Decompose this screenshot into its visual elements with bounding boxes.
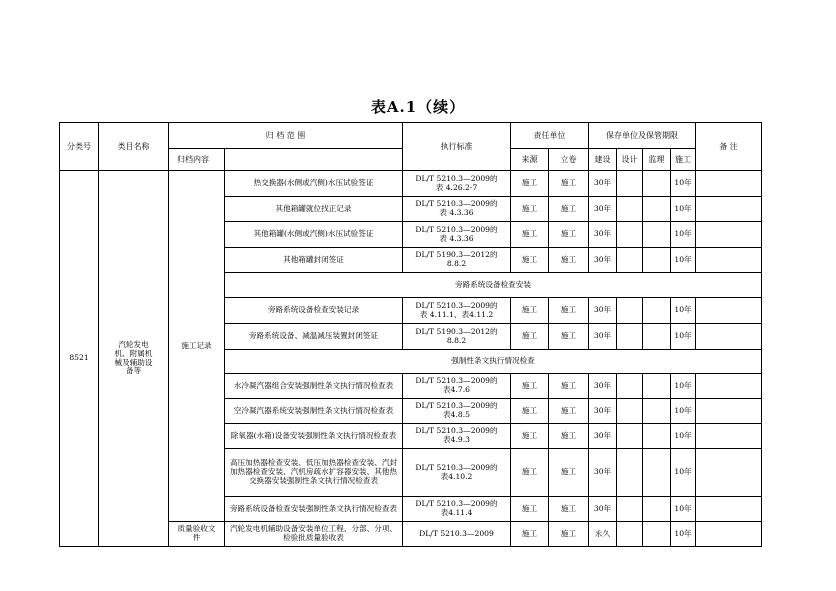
table-row-standard: DL/T 5190.3—2012的 8.8.2 bbox=[403, 324, 511, 350]
table-row-standard: DL/T 5210.3—2009的 表 4.3.36 bbox=[403, 197, 511, 222]
header-remarks: 备 注 bbox=[696, 123, 762, 171]
table-row-standard: DL/T 5210.3—2009的 表 4.11.1、表4.11.2 bbox=[403, 298, 511, 324]
table-row-design bbox=[617, 497, 643, 522]
header-category-code: 分类号 bbox=[60, 123, 99, 171]
header-contractor: 施工 bbox=[671, 149, 696, 171]
table-row-remarks bbox=[696, 399, 762, 424]
table-row-construction: 30年 bbox=[589, 171, 617, 197]
table-row-source: 施工 bbox=[511, 449, 549, 497]
table-row-content: 其他箱罐就位找正记录 bbox=[225, 197, 403, 222]
table-row-construction: 永久 bbox=[589, 522, 617, 547]
table-row-source: 施工 bbox=[511, 497, 549, 522]
table-row-construction: 30年 bbox=[589, 298, 617, 324]
table-row-binding: 施工 bbox=[549, 449, 589, 497]
table-row-remarks bbox=[696, 424, 762, 449]
table-row-remarks bbox=[696, 298, 762, 324]
table-row-remarks bbox=[696, 497, 762, 522]
table-row-contractor: 10年 bbox=[671, 374, 696, 399]
table-row-supervision bbox=[643, 497, 671, 522]
table-row-design bbox=[617, 171, 643, 197]
table-row-contractor: 10年 bbox=[671, 424, 696, 449]
table-row-content: 热交换器(水侧或汽侧)水压试验签证 bbox=[225, 171, 403, 197]
table-row-standard: DL/T 5210.3—2009的 表4.8.5 bbox=[403, 399, 511, 424]
table-row-binding: 施工 bbox=[549, 424, 589, 449]
table-row-contractor: 10年 bbox=[671, 522, 696, 547]
table-row-source: 施工 bbox=[511, 298, 549, 324]
table-row-supervision bbox=[643, 248, 671, 273]
header-construction: 建设 bbox=[589, 149, 617, 171]
table-row-supervision bbox=[643, 298, 671, 324]
table-row-contractor: 10年 bbox=[671, 399, 696, 424]
table-row-design bbox=[617, 399, 643, 424]
header-category-name: 类目名称 bbox=[99, 123, 169, 171]
table-row-supervision bbox=[643, 399, 671, 424]
table-row-source: 施工 bbox=[511, 222, 549, 248]
table-row-source: 施工 bbox=[511, 522, 549, 547]
table-row-design bbox=[617, 197, 643, 222]
table-row-binding: 施工 bbox=[549, 248, 589, 273]
table-row-construction: 30年 bbox=[589, 424, 617, 449]
table-row-content: 其他箱罐封闭签证 bbox=[225, 248, 403, 273]
table-row-binding: 施工 bbox=[549, 298, 589, 324]
record-type: 施工记录 bbox=[169, 171, 225, 522]
table-row-construction: 30年 bbox=[589, 374, 617, 399]
table-row-construction: 30年 bbox=[589, 449, 617, 497]
category-code: 8521 bbox=[60, 171, 99, 547]
table-row-source: 施工 bbox=[511, 374, 549, 399]
section-bypass: 旁路系统设备检查安装 bbox=[225, 273, 762, 298]
table-row-supervision bbox=[643, 424, 671, 449]
record-type-quality: 质量验收文件 bbox=[169, 522, 225, 547]
table-row-content: 空冷凝汽器系统安装强制性条文执行情况检查表 bbox=[225, 399, 403, 424]
table-row-standard: DL/T 5210.3—2009的 表 4.3.36 bbox=[403, 222, 511, 248]
table-row-design bbox=[617, 248, 643, 273]
table-row-design bbox=[617, 222, 643, 248]
table-row-supervision bbox=[643, 449, 671, 497]
page-title: 表A.1（续） bbox=[370, 98, 466, 116]
table-row-content: 高压加热器检查安装、低压加热器检查安装、汽封加热器检查安装、汽机房疏水扩容器安装、其他热交换器安装强制性条文执行情况检查表 bbox=[225, 449, 403, 497]
table-row-binding: 施工 bbox=[549, 171, 589, 197]
table-row-construction: 30年 bbox=[589, 197, 617, 222]
table-row-binding: 施工 bbox=[549, 197, 589, 222]
table-row-standard: DL/T 5190.3—2012的 8.8.2 bbox=[403, 248, 511, 273]
table-row-design bbox=[617, 298, 643, 324]
category-name: 汽轮发电机、附属机械及辅助设备等 bbox=[99, 171, 169, 547]
table-row-content: 旁路系统设备、减温减压装置封闭签证 bbox=[225, 324, 403, 350]
header-retention: 保存单位及保管期限 bbox=[589, 123, 696, 149]
table-row-standard: DL/T 5210.3—2009的 表4.7.6 bbox=[403, 374, 511, 399]
header-responsible-unit: 责任单位 bbox=[511, 123, 589, 149]
table-row-standard: DL/T 5210.3—2009 bbox=[403, 522, 511, 547]
table-row-source: 施工 bbox=[511, 171, 549, 197]
header-standard: 执行标准 bbox=[403, 123, 511, 171]
table-row-content: 除氧器(水箱)设备安装强制性条文执行情况检查表 bbox=[225, 424, 403, 449]
table-row-contractor: 10年 bbox=[671, 298, 696, 324]
section-mandatory: 强制性条文执行情况检查 bbox=[225, 350, 762, 374]
table-row-binding: 施工 bbox=[549, 324, 589, 350]
table-row-content: 水冷凝汽器组合安装强制性条文执行情况检查表 bbox=[225, 374, 403, 399]
table-row-supervision bbox=[643, 222, 671, 248]
header-binding: 立卷 bbox=[549, 149, 589, 171]
table-row-supervision bbox=[643, 171, 671, 197]
table-row-remarks bbox=[696, 197, 762, 222]
table-row-contractor: 10年 bbox=[671, 197, 696, 222]
table-row-remarks bbox=[696, 522, 762, 547]
table-row-remarks bbox=[696, 171, 762, 197]
table-row-construction: 30年 bbox=[589, 497, 617, 522]
table-row-binding: 施工 bbox=[549, 374, 589, 399]
table-row-content: 旁路系统设备检查安装强制性条文执行情况检查表 bbox=[225, 497, 403, 522]
table-row-design bbox=[617, 449, 643, 497]
table-row-content: 旁路系统设备检查安装记录 bbox=[225, 298, 403, 324]
table-row-contractor: 10年 bbox=[671, 222, 696, 248]
table-row-source: 施工 bbox=[511, 248, 549, 273]
table-row-design bbox=[617, 374, 643, 399]
table-row-design bbox=[617, 424, 643, 449]
table-row-supervision bbox=[643, 324, 671, 350]
table-row-remarks bbox=[696, 248, 762, 273]
table-row-binding: 施工 bbox=[549, 497, 589, 522]
table-row-standard: DL/T 5210.3—2009的 表4.10.2 bbox=[403, 449, 511, 497]
table-row-supervision bbox=[643, 197, 671, 222]
header-source: 来源 bbox=[511, 149, 549, 171]
table-row-construction: 30年 bbox=[589, 248, 617, 273]
table-row-contractor: 10年 bbox=[671, 248, 696, 273]
table-row-remarks bbox=[696, 374, 762, 399]
table-row-standard: DL/T 5210.3—2009的 表4.9.3 bbox=[403, 424, 511, 449]
table-row-standard: DL/T 5210.3—2009的 表4.11.4 bbox=[403, 497, 511, 522]
table-row-remarks bbox=[696, 449, 762, 497]
table-row-source: 施工 bbox=[511, 424, 549, 449]
header-supervision: 监理 bbox=[643, 149, 671, 171]
table-row-contractor: 10年 bbox=[671, 171, 696, 197]
table-row-binding: 施工 bbox=[549, 222, 589, 248]
table-row-source: 施工 bbox=[511, 324, 549, 350]
table-row-supervision bbox=[643, 522, 671, 547]
table-row-source: 施工 bbox=[511, 399, 549, 424]
table-row-contractor: 10年 bbox=[671, 324, 696, 350]
table-row-design bbox=[617, 324, 643, 350]
archive-table bbox=[59, 122, 762, 547]
table-row-content: 其他箱罐(水侧或汽侧)水压试验签证 bbox=[225, 222, 403, 248]
table-row-content: 汽轮发电机辅助设备安装单位工程、分部、分项、检验批质量验收表 bbox=[225, 522, 403, 547]
header-archive-content: 归档内容 bbox=[169, 149, 225, 171]
table-row-construction: 30年 bbox=[589, 324, 617, 350]
table-row-remarks bbox=[696, 222, 762, 248]
table-row-source: 施工 bbox=[511, 197, 549, 222]
table-row-binding: 施工 bbox=[549, 399, 589, 424]
table-row-contractor: 10年 bbox=[671, 449, 696, 497]
table-row-construction: 30年 bbox=[589, 222, 617, 248]
table-row-remarks bbox=[696, 324, 762, 350]
header-archive-scope: 归 档 范 围 bbox=[169, 123, 403, 149]
table-row-binding: 施工 bbox=[549, 522, 589, 547]
header-design: 设计 bbox=[617, 149, 643, 171]
table-row-supervision bbox=[643, 374, 671, 399]
table-row-contractor: 10年 bbox=[671, 497, 696, 522]
table-row-standard: DL/T 5210.3—2009的 表 4.26.2-7 bbox=[403, 171, 511, 197]
table-row-construction: 30年 bbox=[589, 399, 617, 424]
table-row-design bbox=[617, 522, 643, 547]
